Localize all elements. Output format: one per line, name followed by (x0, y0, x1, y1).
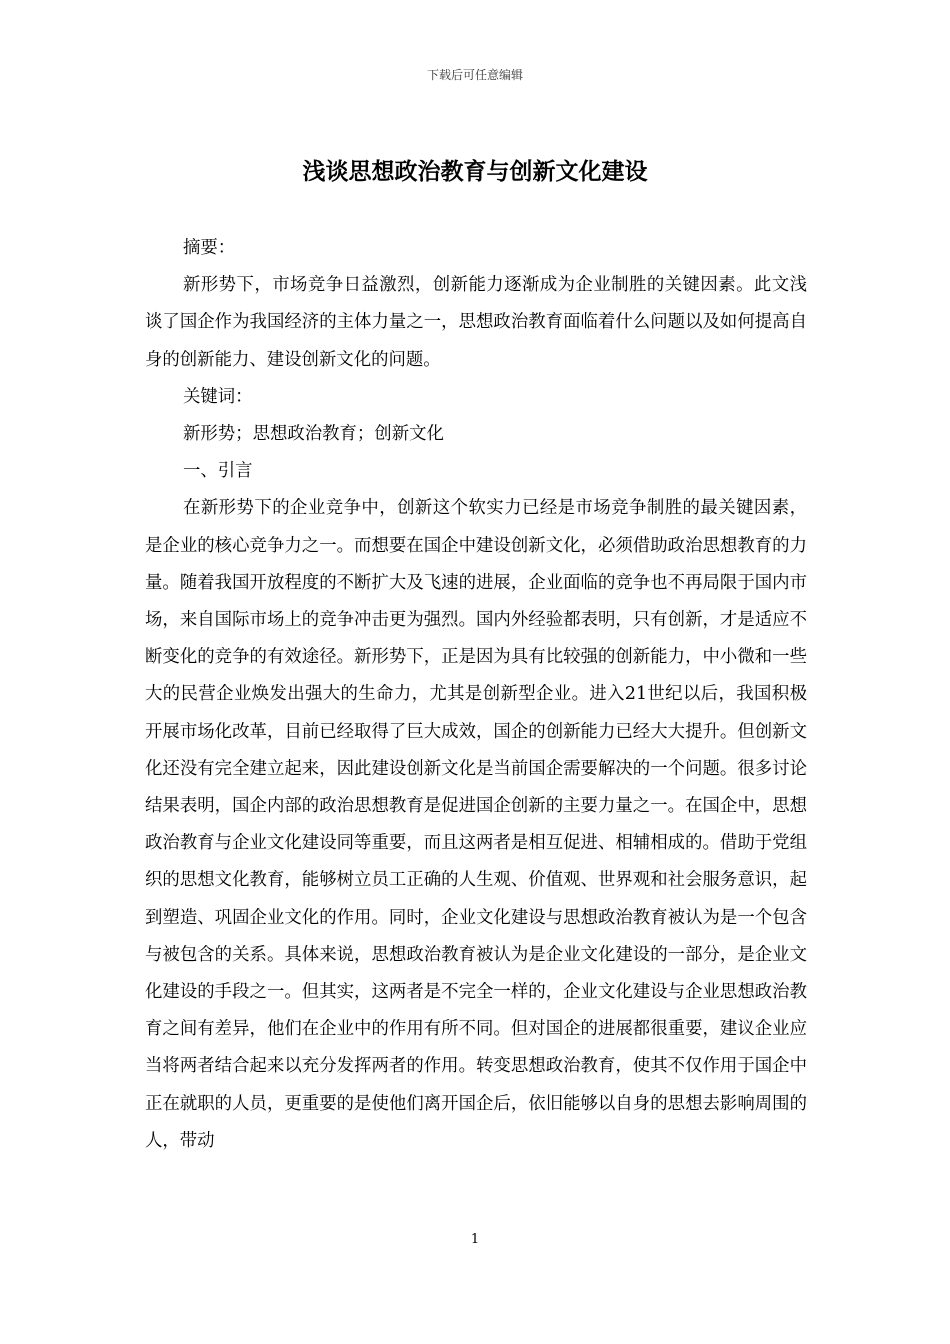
abstract-paragraph: 新形势下，市场竞争日益激烈，创新能力逐渐成为企业制胜的关键因素。此文浅谈了国企作为我国经济的主体力量之一，思想政治教育面临着什么问题以及如何提高自身的创新能力、建设创新文化的问题。 (145, 275, 807, 370)
abstract-label: 摘要： (183, 238, 236, 258)
document-body (145, 230, 807, 1160)
keywords-label: 关键词： (183, 386, 253, 407)
document-title: 浅谈思想政治教育与创新文化建设 (302, 158, 648, 185)
section-paragraph: 在新形势下的企业竞争中，创新这个软实力已经是市场竞争制胜的最关键因素，是企业的核心竞争力之一。而想要在国企中建设创新文化，必须借助政治思想教育的力量。随着我国开放程度的不断扩大及飞速的进展，企业面临的竞争也不再局限于国内市场，来自国际市场上的竞争冲击更为强烈。国内外经验都表明，只有创新，才是适应不断变化的竞争的有效途径。新形势下，正是因为具有比较强的创新能力，中小微和一些大的民营企业焕发出强大的生命力，尤其是创新型企业。进入21世纪以后，我国积极开展市场化改革，目前已经取得了巨大成效，国企的创新能力已经大大提升。但创新文化还没有完全建立起来，因此建设创新文化是当前国企需要解决的一个问题。很多讨论结果表明，国企内部的政治思想教育是促进国企创新的主要力量之一。在国企中，思想政治教育与企业文化建设同等重要，而且这两者是相互促进、相辅相成的。借助于党组织的思想文化教育，能够树立员工正确的人生观、价值观、世界观和社会服务意识，起到塑造、巩固企业文化的作用。同时，企业文化建设与思想政治教育被认为是一个包含与被包含的关系。具体来说，思想政治教育被认为是企业文化建设的一部分，是企业文化建设的手段之一。但其实，这两者是不完全一样的，企业文化建设与企业思想政治教育之间有差异，他们在企业中的作用有所不同。但对国企的进展都很重要，建议企业应当将两者结合起来以充分发挥两者的作用。转变思想政治教育，使其不仅作用于国企中正在就职的人员，更重要的是使他们离开国企后，依旧能够以自身的思想去影响周围的人，带动 (145, 498, 807, 1151)
page-header: 下载后可任意编辑 (426, 68, 523, 82)
page-number: 1 (470, 1232, 480, 1247)
section-heading: 一、引言 (183, 461, 253, 482)
keywords-text: 新形势；思想政治教育；创新文化 (183, 424, 444, 445)
